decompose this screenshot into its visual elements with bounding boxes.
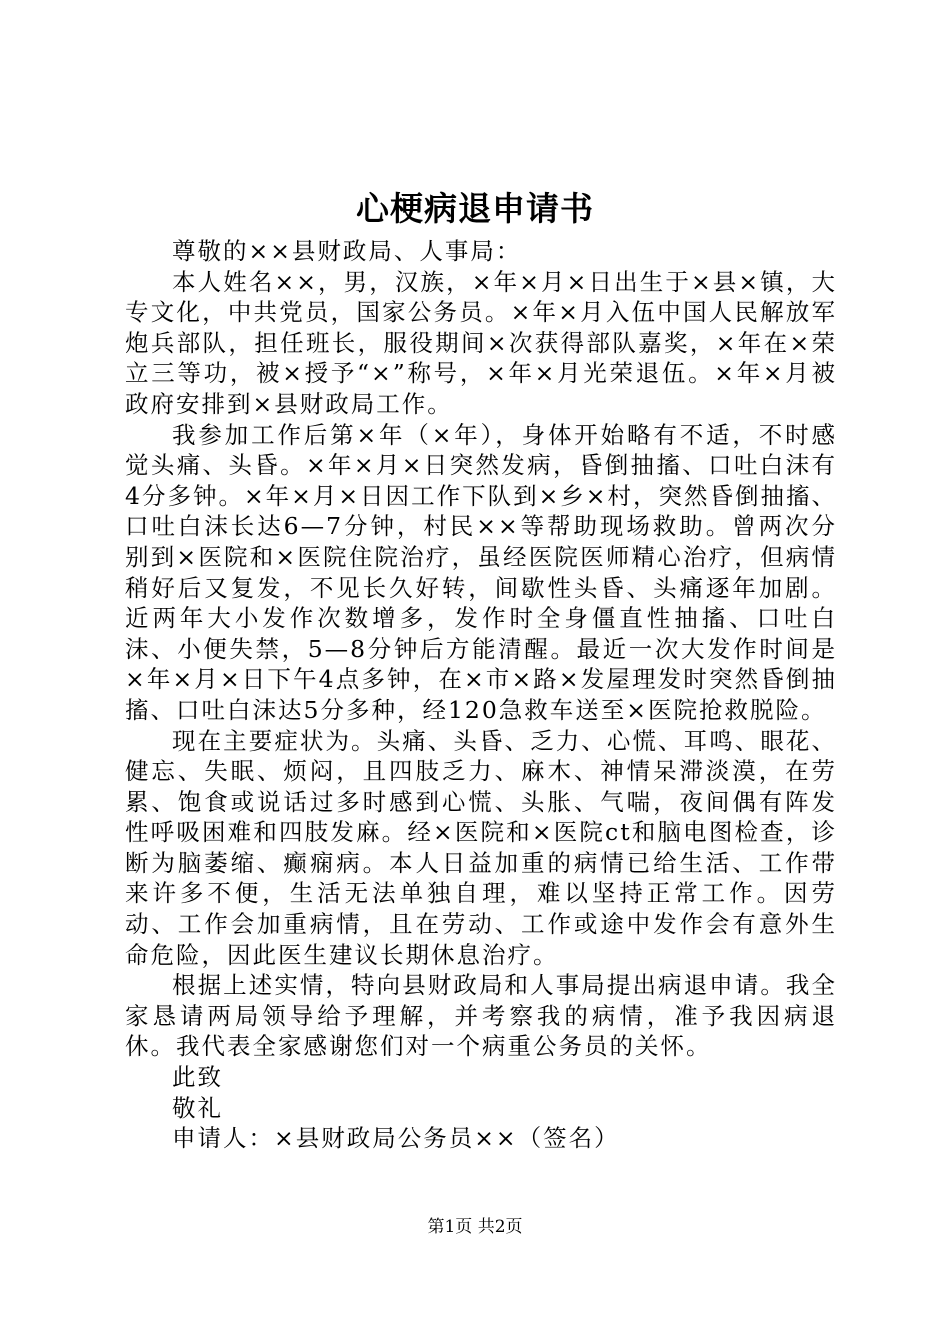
page-number: 第1页 共2页 <box>427 1217 523 1237</box>
salutation: 尊敬的××县财政局、人事局： <box>172 237 522 265</box>
paragraph-personal-info: 本人姓名××，男，汉族，×年×月×日出生于×县×镇，大专文化，中共党员，国家公务员。×年×月入伍中国人民解放军炮兵部队，担任班长，服役期间×次获得部队嘉奖，×年在×荣立三等功，被×授予“×”称号，×年×月光荣退伍。×年×月被政府安排到×县财政局工作。 <box>125 267 837 418</box>
closing-jing-li: 敬礼 <box>172 1093 223 1122</box>
signature-line: 申请人：×县财政局公务员××（签名） <box>172 1124 620 1153</box>
document-body <box>125 236 837 1154</box>
paragraph-symptoms: 现在主要症状为。头痛、头昏、乏力、心慌、耳鸣、眼花、健忘、失眠、烦闷，且四肢乏力、麻木、神情呆滞淡漠，在劳累、饱食或说话过多时感到心慌、头胀、气喘，夜间偶有阵发性呼吸困难和四肢发麻。经×医院和×医院ct和脑电图检查，诊断为脑萎缩、癫痫病。本人日益加重的病情已给生活、工作带来许多不便，生活无法单独自理，难以坚持正常工作。因劳动、工作会加重病情，且在劳动、工作或途中发作会有意外生命危险，因此医生建议长期休息治疗。 <box>125 726 837 969</box>
document-title: 心梗病退申请书 <box>356 189 594 228</box>
closing-ci-zhi: 此致 <box>172 1063 223 1092</box>
paragraph-request: 根据上述实情，特向县财政局和人事局提出病退申请。我全家恳请两局领导给予理解，并考察我的病情，准予我因病退休。我代表全家感谢您们对一个病重公务员的关怀。 <box>125 971 837 1061</box>
paragraph-illness-history: 我参加工作后第×年（×年），身体开始略有不适，不时感觉头痛、头昏。×年×月×日突然发病，昏倒抽搐、口吐白沫有4分多钟。×年×月×日因工作下队到×乡×村，突然昏倒抽搐、口吐白沫长达6—7分钟，村民××等帮助现场救助。曾两次分别到×医院和×医院住院治疗，虽经医院医师精心治疗，但病情稍好后又复发，不见长久好转，间歇性头昏、头痛逐年加剧。近两年大小发作次数增多，发作时全身僵直性抽搐、口吐白沫、小便失禁，5—8分钟后方能清醒。最近一次大发作时间是×年×月×日下午4点多钟，在×市×路×发屋理发时突然昏倒抽搐、口吐白沫达5分多种，经120急救车送至×医院抢救脱险。 <box>125 420 837 724</box>
